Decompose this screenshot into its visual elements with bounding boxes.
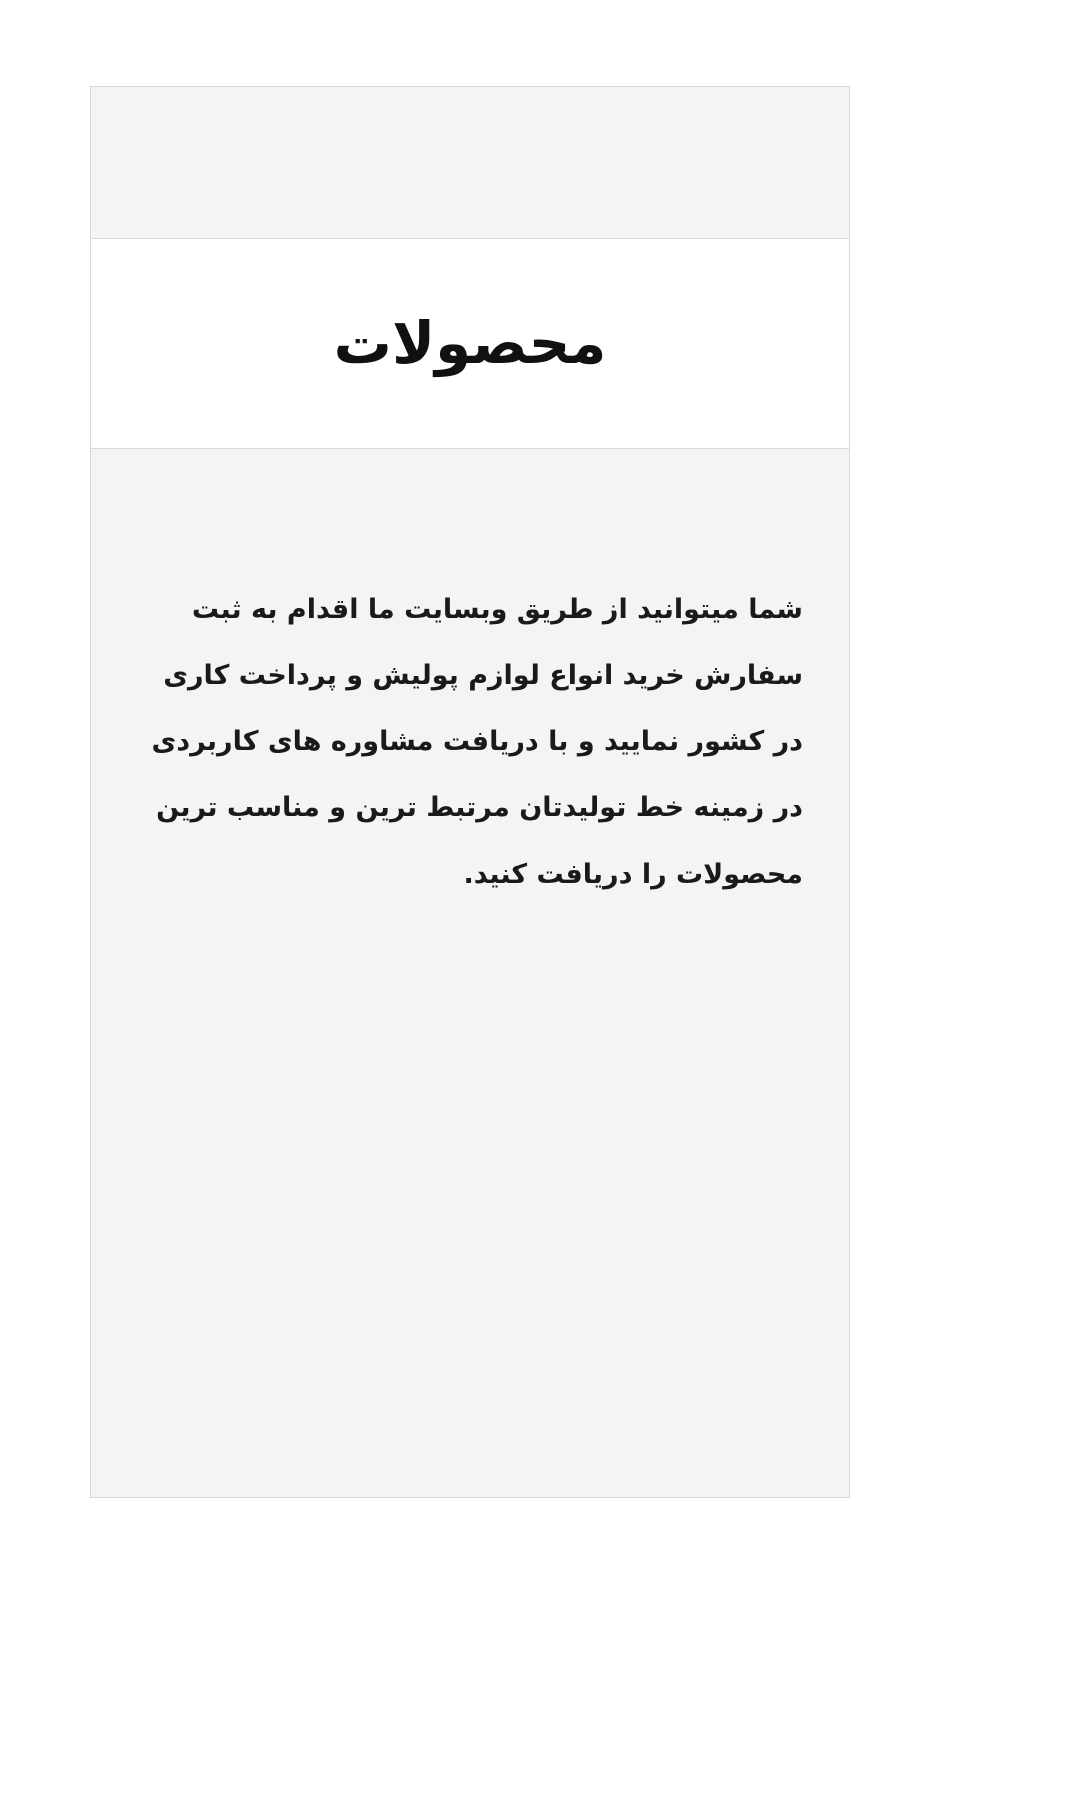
- body-paragraph: شما میتوانید از طریق وبسایت ما اقدام به ثبت سفارش خرید انواع لوازم پولیش و پرداخت کاری در کشور نمایید و با دریافت مشاوره های کاربردی در زمینه خط تولیدتان مرتبط ترین و مناسب ترین محصولات را دریافت کنید.: [151, 594, 803, 890]
- title-band: [91, 239, 849, 449]
- products-card: [90, 86, 850, 1498]
- body-band: [91, 449, 849, 1497]
- page-title: محصولات: [333, 308, 607, 377]
- card-header-spacer: [91, 87, 849, 239]
